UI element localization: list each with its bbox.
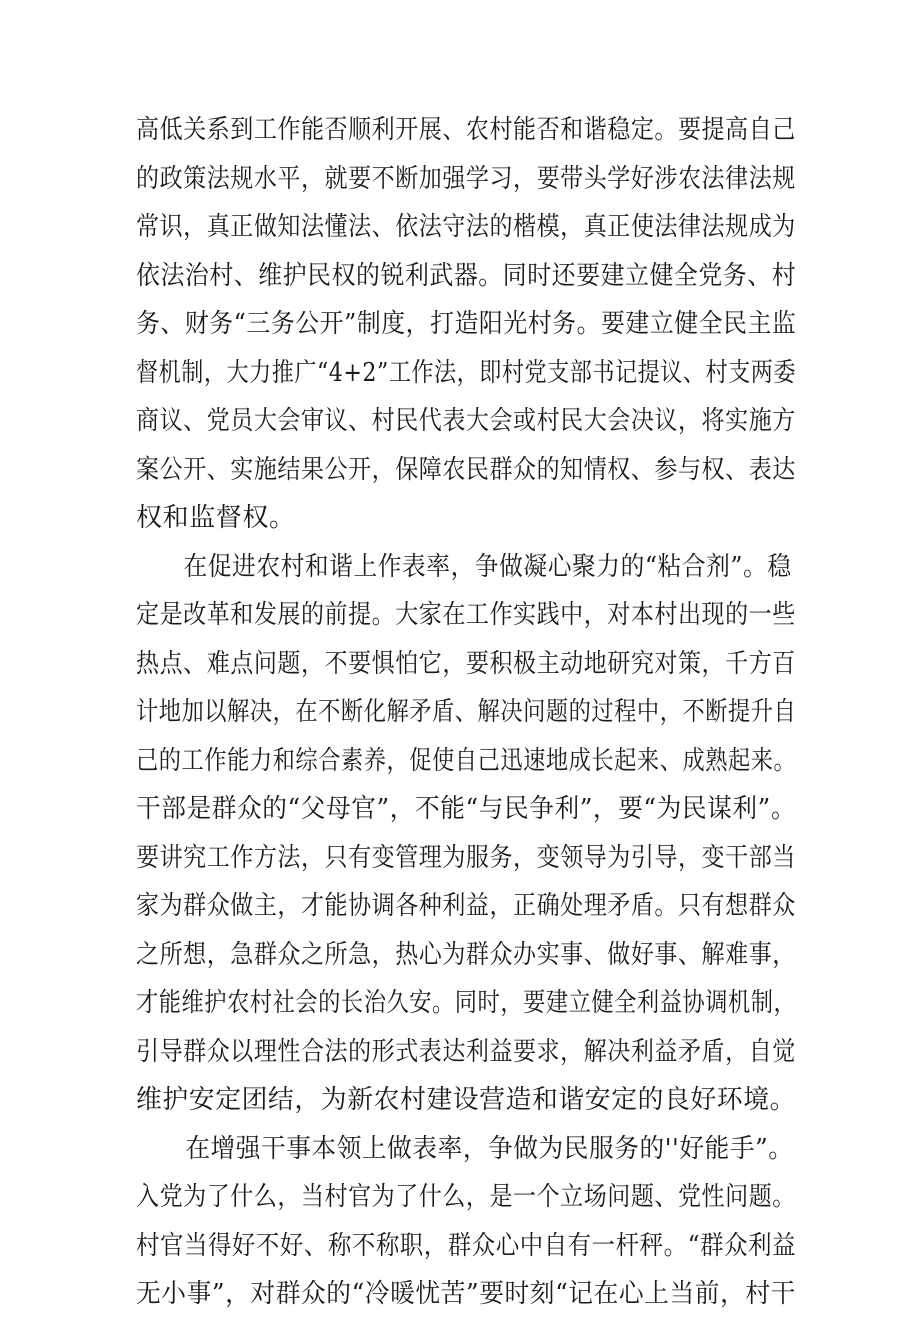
text-line: 维护安定团结，为新农村建设营造和谐安定的良好环境。 xyxy=(136,1085,797,1115)
text-line: 己的工作能力和综合素养，促使自己迅速地成长起来、成熟起来。 xyxy=(136,745,797,776)
text-line: 务、财务“三务公开”制度，打造阳光村务。要建立健全民主监 xyxy=(136,309,797,339)
text-line: 热点、难点问题，不要惧怕它，要积极主动地研究对策，千方百 xyxy=(136,648,796,679)
text-line: 之所想，急群众之所急，热心为群众办实事、做好事、解难事， xyxy=(136,939,796,970)
text-line: 才能维护农村社会的长治久安。同时，要建立健全利益协调机制， xyxy=(136,988,797,1018)
text-line: 权和监督权。 xyxy=(136,503,296,533)
text-line: 督机制，大力推广“4+2”工作法，即村党支部书记提议、村支两委 xyxy=(136,357,797,388)
text-line: 家为群众做主，才能协调各种利益，正确处理矛盾。只有想群众 xyxy=(136,891,796,921)
text-line: 引导群众以理性合法的形式表达利益要求，解决利益矛盾，自觉 xyxy=(136,1036,796,1067)
text-line: 依法治村、维护民权的锐利武器。同时还要建立健全党务、村 xyxy=(136,260,797,291)
text-line: 无小事”，对群众的“冷暖忧苦”要时刻“记在心上当前，村干 xyxy=(136,1279,796,1309)
text-line: 要讲究工作方法，只有变管理为服务，变领导为引导，变干部当 xyxy=(136,842,796,873)
text-line: 计地加以解决，在不断化解矛盾、解决问题的过程中，不断提升自 xyxy=(136,697,797,727)
text-line: 案公开、实施结果公开，保障农民群众的知情权、参与权、表达 xyxy=(136,454,796,485)
text-line: 入党为了什么，当村官为了什么，是一个立场问题、党性问题。 xyxy=(136,1182,796,1212)
text-line: 村官当得好不好、称不称职，群众心中自有一杆秤。“群众利益 xyxy=(136,1230,797,1261)
text-line: 高低关系到工作能否顺利开展、农村能否和谐稳定。要提高自己 xyxy=(136,115,796,145)
text-line: 常识，真正做知法懂法、依法守法的楷模，真正使法律法规成为 xyxy=(136,212,796,242)
text-line: 定是改革和发展的前提。大家在工作实践中，对本村出现的一些 xyxy=(136,600,796,630)
text-line: 的政策法规水平，就要不断加强学习，要带头学好涉农法律法规 xyxy=(136,163,796,194)
text-line: 在增强干事本领上做表率，争做为民服务的''好能手”。 xyxy=(185,1133,794,1164)
text-line: 干部是群众的“父母官”，不能“与民争利”，要“为民谋利”。 xyxy=(136,794,797,824)
text-line: 在促进农村和谐上作表率，争做凝心聚力的“粘合剂”。稳 xyxy=(183,551,792,582)
text-line: 商议、党员大会审议、村民代表大会或村民大会决议，将实施方 xyxy=(136,406,796,436)
document-body-text xyxy=(136,106,796,1319)
